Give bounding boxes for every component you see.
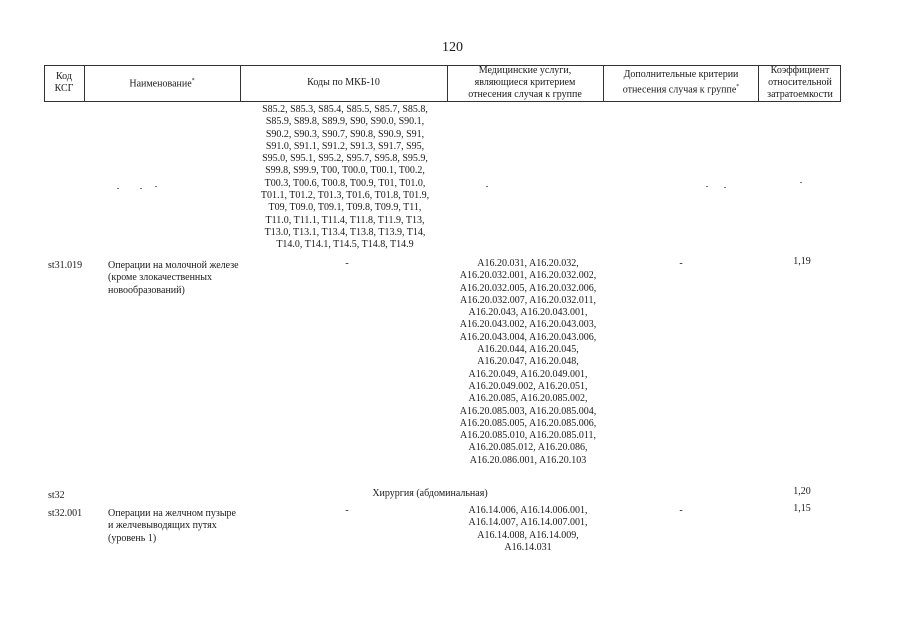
scan-speck — [486, 186, 488, 187]
row-coef: 1,15 — [793, 503, 811, 514]
row-coef: 1,19 — [793, 256, 811, 267]
page-number: 120 — [442, 40, 463, 55]
service-code-line: A16.14.008, A16.14.009, — [477, 529, 579, 541]
service-code-line: A16.20.049.002, A16.20.051, — [468, 380, 588, 392]
mkb-code-line: T09, T09.0, T09.1, T09.8, T09.9, T11, — [268, 202, 422, 214]
row-name: Операции на желчном пузыре и желчевыводящих путях (уровень 1) — [108, 508, 236, 544]
header-code: Код КСГ — [54, 71, 74, 94]
header-coef: Коэффициент относительной затратоемкости — [767, 65, 833, 100]
service-code-line: A16.20.085.005, A16.20.085.006, — [459, 417, 597, 429]
mkb-code-line: S91.0, S91.1, S91.2, S91.3, S91.7, S95, — [265, 140, 425, 152]
header-bottom-rule — [44, 101, 840, 102]
header-separator — [44, 65, 45, 102]
header-separator — [603, 65, 604, 102]
service-code-line: A16.20.085.012, A16.20.086, — [468, 442, 588, 454]
scan-speck — [117, 188, 119, 189]
service-code-line: A16.20.044, A16.20.045, — [477, 344, 579, 356]
row-name: Операции на молочной железе (кроме злокачественных новообразований) — [108, 260, 239, 296]
header-separator — [447, 65, 448, 102]
header-services: Медицинские услуги, являющиеся критерием отнесения случая к группе — [468, 65, 582, 100]
service-code-line: A16.20.032.005, A16.20.032.006, — [459, 282, 597, 294]
service-code-line: A16.20.031, A16.20.032, — [477, 258, 579, 269]
header-separator — [758, 65, 759, 102]
scan-speck — [140, 188, 142, 189]
row-mkb: - — [345, 258, 349, 269]
mkb-code-line: S95.0, S95.1, S95.2, S95.7, S95.8, S95.9, — [262, 153, 428, 165]
mkb-code-line: S85.2, S85.3, S85.4, S85.5, S85.7, S85.8, — [262, 104, 428, 115]
row-code: st32.001 — [48, 508, 83, 519]
header-extra: Дополнительные критерии отнесения случая к группе* — [622, 69, 740, 96]
service-code-line: A16.20.086.001, A16.20.103 — [469, 454, 587, 466]
service-code-line: A16.20.047, A16.20.048, — [477, 356, 579, 368]
mkb-code-line: T14.0, T14.1, T14.5, T14.8, T14.9 — [276, 239, 414, 251]
service-code-line: A16.20.085, A16.20.085.002, — [468, 393, 588, 405]
mkb-code-line: T11.0, T11.1, T11.4, T11.8, T11.9, T13, — [265, 214, 425, 226]
service-code-line: A16.20.043.002, A16.20.043.003, — [459, 319, 597, 331]
service-code-line: A16.20.085.010, A16.20.085.011, — [459, 430, 597, 442]
header-separator — [84, 65, 85, 102]
service-code-line: A16.20.032.007, A16.20.032.011, — [459, 294, 597, 306]
header-separator — [840, 65, 841, 102]
group-code: st32 — [48, 490, 65, 501]
scan-speck — [155, 186, 157, 187]
service-code-line: A16.20.043, A16.20.043.001, — [468, 307, 588, 319]
row-extra: - — [679, 258, 683, 269]
service-code-line: A16.20.032.001, A16.20.032.002, — [459, 270, 597, 282]
header-name: Наименование* — [129, 78, 195, 90]
row-services — [438, 258, 618, 467]
group-coef: 1,20 — [793, 486, 811, 497]
group-title: Хирургия (абдоминальная) — [372, 488, 488, 499]
mkb-code-line: S90.2, S90.3, S90.7, S90.8, S90.9, S91, — [265, 128, 425, 140]
mkb-code-line: T13.0, T13.1, T13.4, T13.8, T13.9, T14, — [264, 226, 426, 238]
service-code-line: A16.20.043.004, A16.20.043.006, — [459, 331, 597, 343]
header-mkb: Коды по МКБ-10 — [307, 77, 380, 88]
mkb-code-line: S85.9, S89.8, S89.9, S90, S90.0, S90.1, — [265, 116, 425, 128]
service-code-line: A16.14.007, A16.14.007.001, — [468, 517, 588, 529]
row-code: st31.019 — [48, 260, 83, 271]
header-separator — [240, 65, 241, 102]
row-mkb: - — [345, 505, 349, 516]
service-code-line: A16.14.006, A16.14.006.001, — [468, 505, 588, 516]
scan-speck — [724, 187, 726, 188]
mkb-continuation — [245, 104, 445, 252]
scan-speck — [800, 182, 802, 183]
mkb-code-line: T01.1, T01.2, T01.3, T01.6, T01.8, T01.9, — [260, 190, 430, 202]
service-code-line: A16.14.031 — [504, 541, 552, 553]
row-extra: - — [679, 505, 683, 516]
scan-speck — [706, 186, 708, 187]
mkb-code-line: S99.8, S99.9, T00, T00.0, T00.1, T00.2, — [265, 165, 425, 177]
service-code-line: A16.20.085.003, A16.20.085.004, — [459, 405, 597, 417]
row-services — [438, 505, 618, 554]
service-code-line: A16.20.049, A16.20.049.001, — [468, 368, 588, 380]
mkb-code-line: T00.3, T00.6, T00.8, T00.9, T01, T01.0, — [264, 177, 426, 189]
